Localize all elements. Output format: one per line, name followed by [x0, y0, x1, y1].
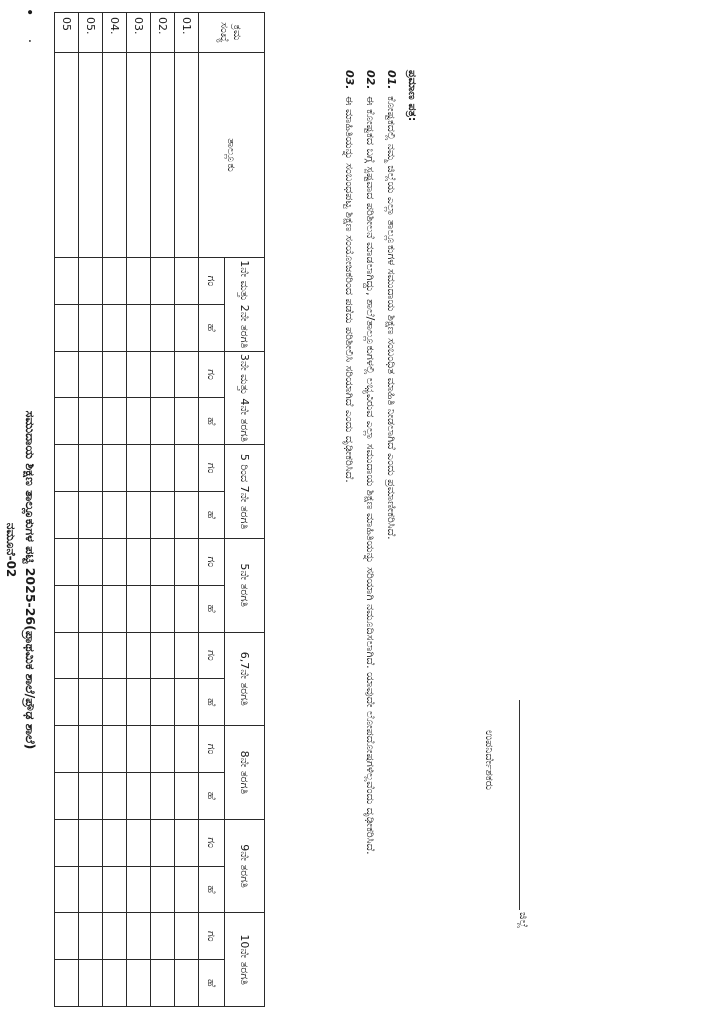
note-number: 02. [364, 70, 377, 90]
count-cell [151, 351, 175, 398]
count-cell [127, 632, 151, 679]
count-cell [175, 866, 199, 913]
note-item [363, 70, 378, 970]
count-cell [55, 960, 79, 1007]
count-cell [79, 960, 103, 1007]
count-cell [55, 445, 79, 492]
serial-header: ಕ್ರಮ ಸಂಖ್ಯೆ [199, 13, 265, 53]
group-header: 3ನೇ ಮತ್ತು 4ನೇ ತರಗತಿ [225, 351, 265, 445]
note-item [342, 70, 357, 970]
count-cell [151, 679, 175, 726]
count-cell [103, 445, 127, 492]
count-cell [175, 819, 199, 866]
sub-header-girl: ಹೆ [199, 960, 225, 1007]
serial-cell: 04. [103, 13, 127, 53]
count-cell [103, 866, 127, 913]
count-cell [151, 492, 175, 539]
count-cell [103, 351, 127, 398]
count-cell [151, 913, 175, 960]
corner-mark: • [21, 8, 37, 17]
count-cell [103, 258, 127, 305]
sub-header-girl: ಹೆ [199, 398, 225, 445]
signature-district-suffix: ಜಿಲ್ಲೆ [517, 912, 530, 929]
count-cell [79, 304, 103, 351]
note-item [384, 70, 399, 970]
count-cell [55, 913, 79, 960]
count-cell [127, 585, 151, 632]
table-row [175, 13, 199, 1007]
count-cell [175, 726, 199, 773]
count-cell [127, 538, 151, 585]
sub-header-girl: ಹೆ [199, 304, 225, 351]
count-cell [103, 632, 127, 679]
count-cell [55, 304, 79, 351]
count-cell [151, 304, 175, 351]
count-cell [55, 258, 79, 305]
count-cell [55, 492, 79, 539]
count-cell [151, 258, 175, 305]
group-header: 1ನೇ ಮತ್ತು 2ನೇ ತರಗತಿ [225, 258, 265, 352]
count-cell [151, 538, 175, 585]
count-cell [79, 398, 103, 445]
count-cell [103, 726, 127, 773]
count-cell [55, 398, 79, 445]
taluk-cell [79, 53, 103, 258]
count-cell [175, 585, 199, 632]
count-cell [103, 398, 127, 445]
count-cell [103, 492, 127, 539]
count-cell [127, 866, 151, 913]
count-cell [127, 960, 151, 1007]
form-number: ನಮೂನೆ-02 [4, 522, 18, 578]
count-cell [127, 913, 151, 960]
document-title: ಸಮುದಾಯ ಶಿಕ್ಷಣ ತಾಲ್ಲೂಕುಗಳ ಪಟ್ಟಿ 2025-26(ಪ್ರಾಥಮಿಕ ಶಾಲೆ/ಪ್ರೌಢ ಶಾಲೆ) [23, 410, 38, 750]
count-cell [175, 632, 199, 679]
count-cell [103, 960, 127, 1007]
group-header: 5ನೇ ತರಗತಿ [225, 538, 265, 632]
count-cell [55, 726, 79, 773]
table-row [151, 13, 175, 1007]
count-cell [79, 866, 103, 913]
count-cell [175, 913, 199, 960]
note-number: 03. [343, 70, 356, 90]
sub-header-girl: ಹೆ [199, 866, 225, 913]
count-cell [103, 819, 127, 866]
count-cell [79, 538, 103, 585]
count-cell [55, 632, 79, 679]
sub-header-boy: ಗಂ [199, 913, 225, 960]
count-cell [103, 585, 127, 632]
note-text: ಕೋಷ್ಟಕದಲ್ಲಿ ನಮ್ಮ ಜಿಲ್ಲೆಯ ಎಲ್ಲಾ ತಾಲ್ಲೂಕುಗಳ ಸಮುದಾಯ ಶಿಕ್ಷಣ ಸಂಬಂಧಿತ ಮಾಹಿತಿ ನೀಡಲಾಗಿದೆ ಎಂದು ಪ್ರಮಾಣೀಕರಿಸಿದೆ. [385, 96, 398, 540]
count-cell [151, 726, 175, 773]
group-header: 8ನೇ ತರಗತಿ [225, 726, 265, 820]
count-cell [79, 819, 103, 866]
sub-header-boy: ಗಂ [199, 726, 225, 773]
sub-header-girl: ಹೆ [199, 772, 225, 819]
serial-cell: 03. [127, 13, 151, 53]
count-cell [151, 585, 175, 632]
count-cell [103, 679, 127, 726]
count-cell [175, 538, 199, 585]
count-cell [103, 913, 127, 960]
table-row [103, 13, 127, 1007]
count-cell [79, 726, 103, 773]
corner-marks [22, 8, 36, 61]
count-cell [175, 351, 199, 398]
count-cell [79, 492, 103, 539]
taluk-table [54, 12, 265, 1007]
count-cell [175, 960, 199, 1007]
serial-cell: 01. [175, 13, 199, 53]
count-cell [55, 585, 79, 632]
count-cell [79, 632, 103, 679]
sub-header-boy: ಗಂ [199, 819, 225, 866]
serial-cell: 02. [151, 13, 175, 53]
count-cell [127, 819, 151, 866]
taluk-cell [175, 53, 199, 258]
taluk-cell [127, 53, 151, 258]
taluk-cell [151, 53, 175, 258]
corner-mark: · [21, 38, 37, 44]
signature-label: ಉಪನಿರ್ದೇಶಕರು [483, 730, 496, 791]
table-row [127, 13, 151, 1007]
notes-heading: ಪ್ರಮಾಣ ಪತ್ರ: [406, 70, 419, 122]
sub-header-girl: ಹೆ [199, 585, 225, 632]
serial-cell: 05 [55, 13, 79, 53]
count-cell [55, 866, 79, 913]
note-number: 01. [385, 70, 398, 90]
count-cell [79, 772, 103, 819]
count-cell [127, 398, 151, 445]
sub-header-girl: ಹೆ [199, 679, 225, 726]
taluk-header: ತಾಲ್ಲೂಕು [199, 53, 265, 258]
group-header: 6,7ನೇ ತರಗತಿ [225, 632, 265, 726]
group-header: 9ನೇ ತರಗತಿ [225, 819, 265, 913]
count-cell [79, 445, 103, 492]
count-cell [175, 445, 199, 492]
count-cell [79, 351, 103, 398]
count-cell [55, 538, 79, 585]
count-cell [127, 351, 151, 398]
count-cell [55, 351, 79, 398]
signature-line [519, 700, 520, 910]
sub-header-boy: ಗಂ [199, 445, 225, 492]
taluk-cell [103, 53, 127, 258]
count-cell [175, 492, 199, 539]
count-cell [103, 538, 127, 585]
count-cell [175, 398, 199, 445]
note-text: ಈ ಮಾಹಿತಿಯನ್ನು ಸಂಬಂಧಪಟ್ಟ ಶಿಕ್ಷಣ ಸಂಯೋಜಕರಿಂದ ಪಡೆದು ಪರಿಶೀಲಿಸಿ ಸರಿಯಾಗಿದೆ ಎಂದು ದೃಢೀಕರಿಸಿದೆ. [343, 96, 356, 483]
table-row [79, 13, 103, 1007]
count-cell [175, 679, 199, 726]
count-cell [127, 679, 151, 726]
count-cell [55, 679, 79, 726]
count-cell [79, 679, 103, 726]
group-header: 10ನೇ ತರಗತಿ [225, 913, 265, 1007]
sub-header-boy: ಗಂ [199, 258, 225, 305]
count-cell [127, 304, 151, 351]
count-cell [127, 772, 151, 819]
count-cell [79, 913, 103, 960]
serial-cell: 05. [79, 13, 103, 53]
count-cell [151, 866, 175, 913]
count-cell [151, 398, 175, 445]
certificate-notes [336, 70, 420, 970]
count-cell [127, 258, 151, 305]
taluk-cell [55, 53, 79, 258]
count-cell [103, 772, 127, 819]
table-row [55, 13, 79, 1007]
count-cell [151, 445, 175, 492]
count-cell [151, 960, 175, 1007]
count-cell [151, 819, 175, 866]
sub-header-boy: ಗಂ [199, 632, 225, 679]
count-cell [103, 304, 127, 351]
count-cell [127, 726, 151, 773]
count-cell [151, 632, 175, 679]
count-cell [55, 819, 79, 866]
count-cell [127, 445, 151, 492]
count-cell [55, 772, 79, 819]
count-cell [175, 304, 199, 351]
count-cell [79, 258, 103, 305]
sub-header-boy: ಗಂ [199, 351, 225, 398]
count-cell [151, 772, 175, 819]
count-cell [175, 258, 199, 305]
count-cell [127, 492, 151, 539]
note-text: ಈ ಕೋಷ್ಟಕದ ಬಗ್ಗೆ ಸ್ಪಷ್ಟವಾದ ಪರಿಶೀಲನೆ ಮಾಡಲಾಗಿದ್ದು, ಶಾಲೆ/ತಾಲ್ಲೂಕುಗಳಲ್ಲಿ ಲಭ್ಯವಿರುವ ಎಲ್ಲಾ ಸಮುದಾಯ ಶಿಕ್ಷಣ ಮಾಹಿತಿಯನ್ನು ಸರಿಯಾಗಿ ನಮೂದಿಸಲಾಗಿದೆ. ಯಾವುದೇ ಲೋಪದೋಷಗಳಿಲ್ಲವೆಂದು ದೃಢೀಕರಿಸಿದೆ. [364, 96, 377, 855]
sub-header-boy: ಗಂ [199, 538, 225, 585]
count-cell [175, 772, 199, 819]
count-cell [79, 585, 103, 632]
sub-header-girl: ಹೆ [199, 492, 225, 539]
group-header: 5 ರಿಂದ 7ನೇ ತರಗತಿ [225, 445, 265, 539]
